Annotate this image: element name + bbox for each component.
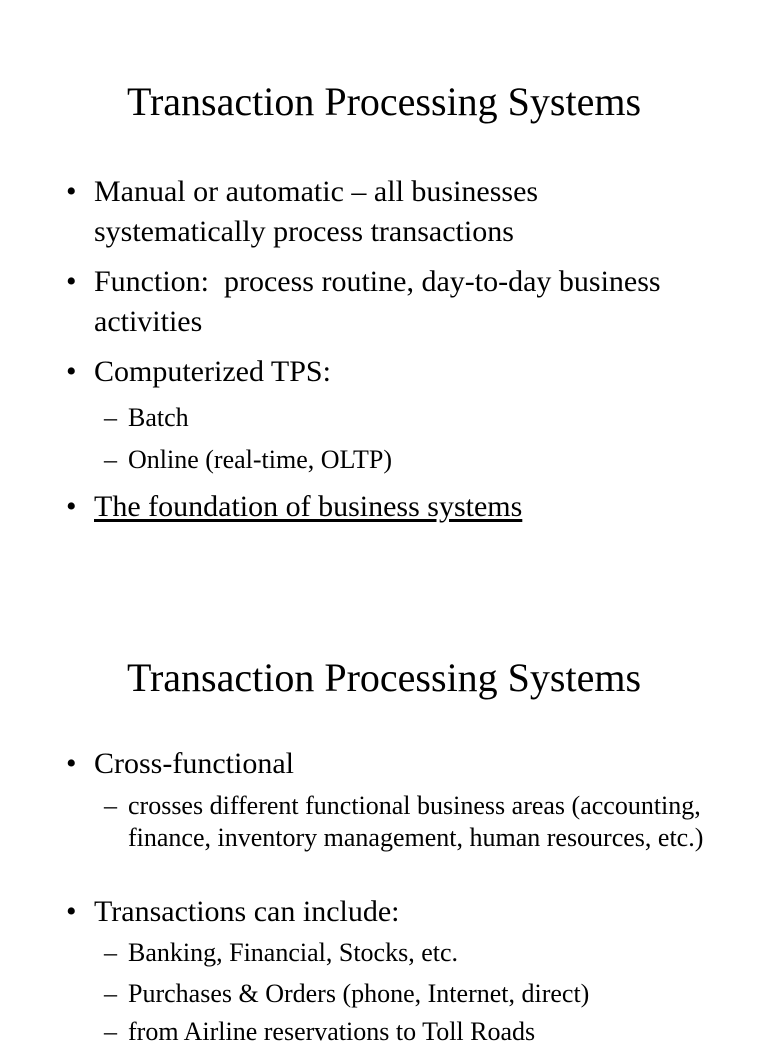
sub-bullet-text: Batch xyxy=(128,403,189,432)
dash-icon: – xyxy=(104,938,117,967)
slide-title: Transaction Processing Systems xyxy=(126,655,642,700)
dash-icon: – xyxy=(104,1017,117,1046)
bullet-item xyxy=(66,172,706,252)
sub-bullet-item xyxy=(104,444,704,476)
bullet-item xyxy=(66,262,706,342)
bullet-text: Cross-functional xyxy=(94,747,294,780)
dash-icon: – xyxy=(104,445,117,474)
sub-bullet-item xyxy=(104,790,704,854)
slide-2 xyxy=(0,576,768,1046)
bullet-text: Function: process routine, day-to-day business activities xyxy=(94,265,669,338)
bullet-text-underlined: The foundation of business systems xyxy=(94,490,523,523)
sub-bullet-text: crosses different functional business areas (accounting, finance, inventory management, human resources, etc.) xyxy=(128,791,704,852)
sub-bullet-item xyxy=(104,978,704,1010)
bullet-text: Manual or automatic – all businesses systematically process transactions xyxy=(94,175,546,248)
bullet-icon: • xyxy=(66,355,77,388)
bullet-icon: • xyxy=(66,490,77,523)
sub-bullet-item xyxy=(104,937,704,969)
bullet-icon: • xyxy=(66,265,77,298)
bullet-icon: • xyxy=(66,895,77,928)
bullet-item xyxy=(66,487,706,527)
sub-bullet-item xyxy=(104,1016,704,1048)
bullet-icon: • xyxy=(66,747,77,780)
sub-bullet-text: Purchases & Orders (phone, Internet, direct) xyxy=(128,979,590,1008)
sub-bullet-text: Banking, Financial, Stocks, etc. xyxy=(128,938,459,967)
sub-bullet-item xyxy=(104,402,704,434)
slide-title: Transaction Processing Systems xyxy=(126,79,642,124)
bullet-text: Computerized TPS: xyxy=(94,355,331,388)
dash-icon: – xyxy=(104,979,117,1008)
bullet-text: Transactions can include: xyxy=(94,895,400,928)
sub-bullet-text: from Airline reservations to Toll Roads xyxy=(128,1017,536,1046)
bullet-item xyxy=(66,892,706,932)
sub-bullet-text: Online (real-time, OLTP) xyxy=(128,445,393,474)
dash-icon: – xyxy=(104,403,117,432)
bullet-item xyxy=(66,744,706,784)
bullet-icon: • xyxy=(66,175,77,208)
bullet-item xyxy=(66,352,706,392)
dash-icon: – xyxy=(104,791,117,820)
